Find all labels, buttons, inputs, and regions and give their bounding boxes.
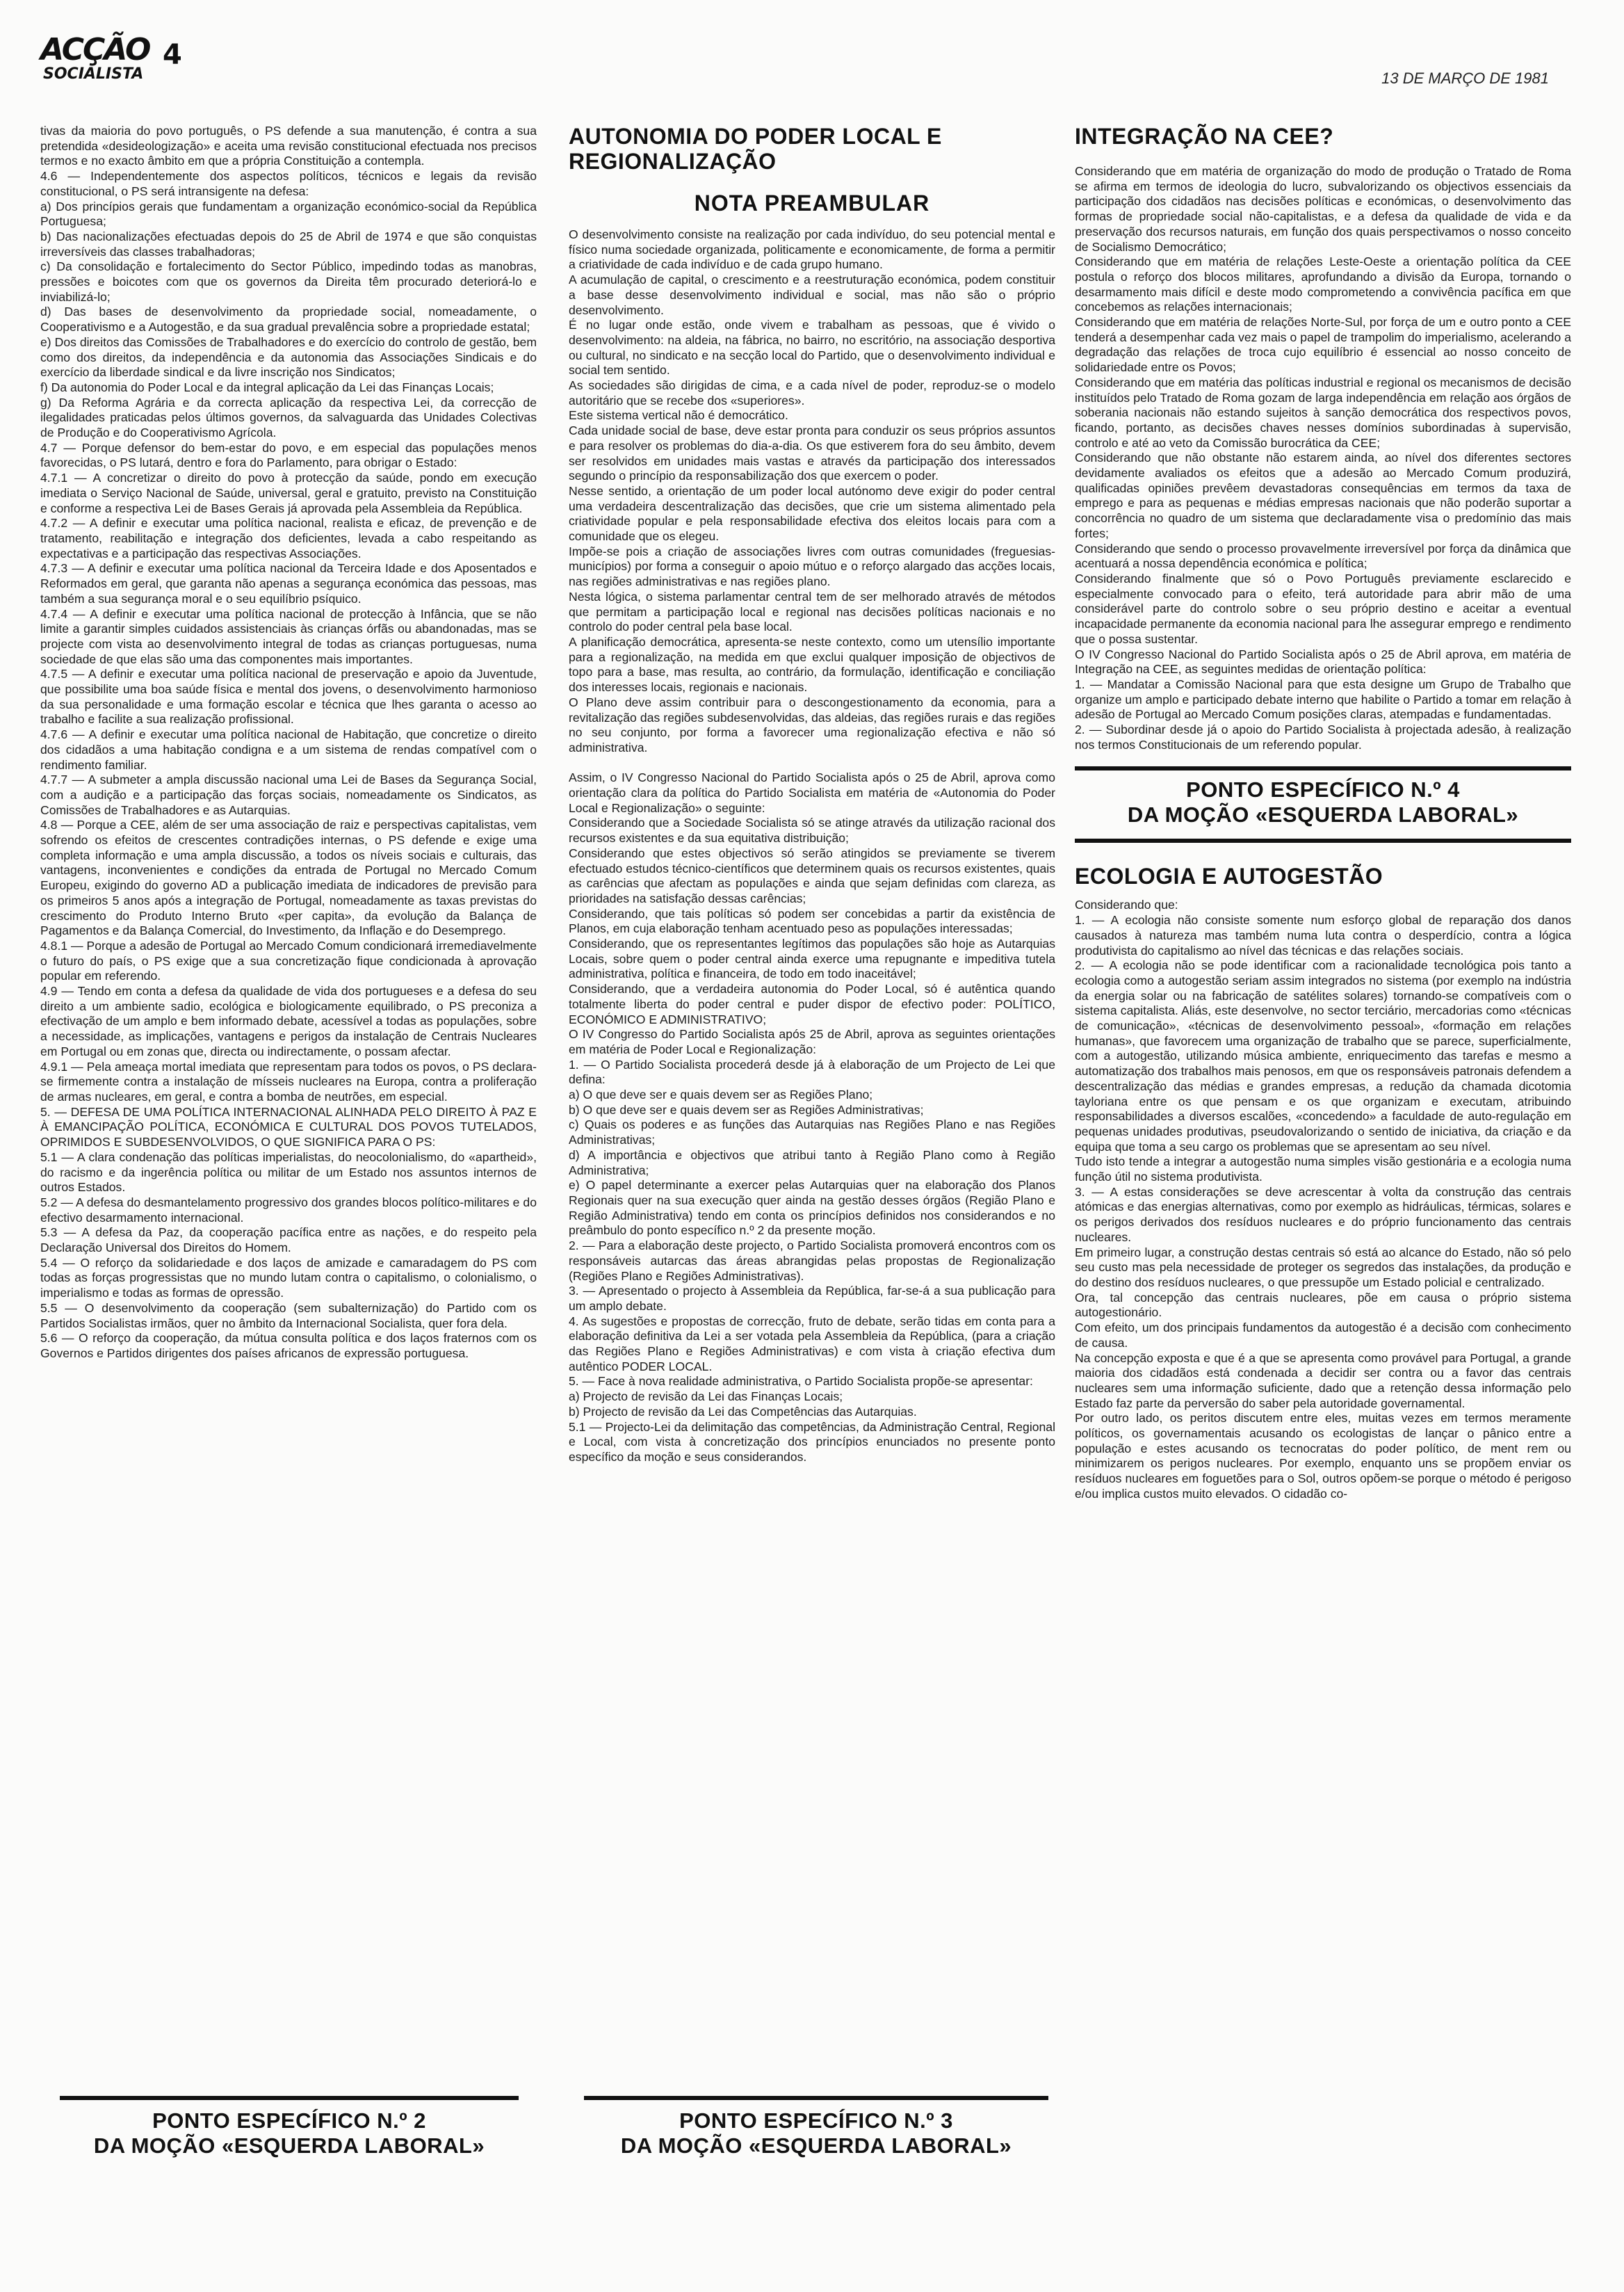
divider	[1075, 766, 1571, 770]
section-heading-line1: PONTO ESPECÍFICO N.º 2	[152, 2108, 426, 2133]
section-heading-line1: PONTO ESPECÍFICO N.º 4	[1186, 777, 1460, 802]
article-title-cee: INTEGRAÇÃO NA CEE?	[1075, 124, 1334, 149]
column-left	[40, 124, 537, 2113]
newspaper-logo-subtitle: SOCIALISTA	[43, 65, 144, 83]
column-left-text: tivas da maioria do povo português, o PS defende a sua manutenção, é contra a sua pretendida «desideologização» e aceita uma revisão constitucional efectuada nos precisos termos e no exacto âmbito em que a própria Constituição a contempla. 4.6 — Independentemente dos aspectos políticos, técnicos e legais da revisão constitucional, o PS será intransigente na defesa: a) Dos princípios gerais que fundamentam a organização económico-social da República Portuguesa; b) Das nacionalizações efectuadas depois do 25 de Abril de 1974 e que são conquistas irreversíveis das classes trabalhadoras; c) Da consolidação e fortalecimento do Sector Público, impedindo todas as manobras, pressões e boicotes com que os governos da Direita têm procurado deteriorá-lo e inviabilizá-lo; d) Das bases de desenvolvimento da propriedade social, nomeadamente, o Cooperativismo e a Autogestão, e da sua gradual prevalência sobre a propriedade estatal; e) Dos direitos das Comissões de Trabalhadores e do exercício do controlo de gestão, bem como dos direitos, da independência e da autonomia das Associações Sindicais e do exercício da liberdade sindical e da livre inscrição nos Sindicatos; f) Da autonomia do Poder Local e da integral aplicação da Lei das Finanças Locais; g) Da Reforma Agrária e da correcta aplicação da respectiva Lei, da correcção de ilegalidades praticadas pelos últimos governos, da salvaguarda das Unidades Colectivas de Produção e do Cooperativismo Agrícola. 4.7 — Porque defensor do bem-estar do povo, e em especial das populações menos favorecidas, o PS lutará, dentro e fora do Parlamento, para obrigar o Estado: 4.7.1 — A concretizar o direito do povo à protecção da saúde, pondo em execução imediata o Serviço Nacional de Saúde, universal, geral e gratuito, previsto na Constituição e conforme a respectiva Lei de Bases Gerais já aprovada pela Assembleia da República. 4.7.2 — A definir e executar uma política nacional, realista e eficaz, de prevenção e de tratamento, reabilitação e integração dos deficientes, levada a cabo respeitando as expectativas e a participação das respectivas Associações. 4.7.3 — A definir e executar uma política nacional da Terceira Idade e dos Aposentados e Reformados em geral, que garanta não apenas a segurança económica das pessoas, mas também a sua segurança moral e o seu equilíbrio psíquico. 4.7.4 — A definir e executar uma política nacional de protecção à Infância, que se não limite a garantir simples cuidados assistenciais às crianças órfãs ou abandonadas, mas se projecte com vista ao desenvolvimento integral de todas as crianças portuguesas, numa sociedade de que elas são uma das componentes mais importantes. 4.7.5 — A definir e executar uma política nacional de preservação e apoio da Juventude, que possibilite uma boa saúde física e mental dos jovens, o desenvolvimento harmonioso da sua personalidade e uma formação escolar e técnica que lhes garanta o acesso ao trabalho e facilite a sua realização profissional. 4.7.6 — A definir e executar uma política nacional de Habitação, que concretize o direito dos cidadãos a uma habitação condigna e a um sistema de rendas compatível com o rendimento familiar. 4.7.7 — A submeter a ampla discussão nacional uma Lei de Bases da Segurança Social, com a audição e a participação das forças sociais, nomeadamente os Sindicatos, as Comissões de Trabalhadores e as Autarquias. 4.8 — Porque a CEE, além de ser uma associação de raiz e perspectivas capitalistas, vem sofrendo os efeitos de crescentes contradições internas, o PS defende e exige uma completa informação e uma ampla discussão, a todos os níveis sociais e culturais, das vantagens, inconvenientes e condições da entrada de Portugal no Mercado Comum Europeu, exigindo do governo AD a publicação imediata de indicadores de previsão para os primeiros 5 anos após a integração de Portugal, nomeadamente as taxas previstas do crescimento do Produto Interno Bruto «per capita», da evolução da Balança de Pagamentos e da Balança Comercial, do Investimento, da Inflação e do Desemprego. 4.8.1 — Porque a adesão de Portugal ao Mercado Comum condicionará irremediavelmente o futuro do país, o PS exige que a sua concretização fique condicionada à aprovação popular em referendo. 4.9 — Tendo em conta a defesa da qualidade de vida dos portugueses e a defesa do seu direito a um ambiente sadio, ecológica e biologicamente equilibrado, o PS preconiza a efectivação de um amplo e bem informado debate, acessível a todas as populações, sobre a necessidade, as implicações, vantagens e perigos da instalação de Centrais Nucleares em Portugal ou em zonas que, directa ou indirectamente, o possam afectar. 4.9.1 — Pela ameaça mortal imediata que representam para todos os povos, o PS declara-se firmemente contra a instalação de mísseis nucleares na Europa, contra a proliferação de armas nucleares, em geral, e contra a bomba de neutrões, em especial. 5. — DEFESA DE UMA POLÍTICA INTERNACIONAL ALINHADA PELO DIREITO À PAZ E À EMANCIPAÇÃO POLÍTICA, ECONÓMICA E CULTURAL DOS POVOS TUTELADOS, OPRIMIDOS E SUBDESENVOLVIDOS, O QUE SIGNIFICA PARA O PS: 5.1 — A clara condenação das políticas imperialistas, do neocolonialismo, do «apartheid», do racismo e da ingerência política ou militar de um Estado nos assuntos internos de outros Estados. 5.2 — A defesa do desmantelamento progressivo dos grandes blocos político-militares e do efectivo desarmamento internacional. 5.3 — A defesa da Paz, da cooperação pacífica entre as nações, e do respeito pela Declaração Universal dos Direitos do Homem. 5.4 — O reforço da solidariedade e dos laços de amizade e camaradagem do PS com todas as forças progressistas que no mundo lutam contra o capitalismo, o colonialismo, o imperialismo e todas as formas de opressão. 5.5 — O desenvolvimento da cooperação (sem subalternização) do Partido com os Partidos Socialistas irmãos, quer no âmbito da Internacional Socialista, quer fora dela. 5.6 — O reforço da cooperação, da mútua consulta política e dos laços fraternos com os Governos e Partidos dirigentes dos países africanos de expressão portuguesa.	[40, 124, 537, 1360]
article-body-ecologia: Considerando que: 1. — A ecologia não consiste somente num esforço global de reparação dos danos causados à natureza mas também numa luta contra o desperdício, contra a lógica produtivista do capitalismo ao nível das técnicas e das relações sociais. 2. — A ecologia não se pode identificar com a racionalidade tecnológica pois tanto a ecologia como a autogestão seriam assim integrados no sistema (por exemplo na indústria da energia solar ou na fabricação de satélites solares) tornando-se compatíveis com o sistema capitalista. Aliás, este desenvolve, no sector terciário, mercadorias como «técnicas de comunicação», «técnicas de desenvolvimento pessoal», «formação em relações humanas», que favorecem uma organização de trabalho que se parece, superficialmente, com a autogestão, utilizando música ambiente, enriquecimento das tarefas e mesmo a automatização dos trabalhos mais penosos, em que os responsáveis patronais defendem a descentralização das médias e grandes empresas, a redução da chamada dicotomia tayloriana entre os que pensam e os que organizam e executam, atribuindo responsabilidades a diversos escalões, «concedendo» a faculdade de auto-regulação em pequenas unidades produtivas, pseudovalorizando o sentido de iniciativa, da criação e da equipa que toma a seu cargo os problemas que se apresentam ao seu nível. Tudo isto tende a integrar a autogestão numa simples visão gestionária e a ecologia numa função útil no sistema produtivista. 3. — A estas considerações se deve acrescentar à volta da construção das centrais atómicas e das energias alternativas, como por exemplo as hidráulicas, térmicas, solares e os perigos derivados dos resíduos nucleares e do próprio funcionamento das centrais nucleares. Em primeiro lugar, a construção destas centrais só está ao alcance do Estado, não só pelo seu custo mas pela necessidade de proteger os segredos das instalações, da produção e do destino dos resíduos nucleares, o que pressupõe um Estado policial e centralizado. Ora, tal concepção das centrais nucleares, põe em causa o próprio sistema autogestionário. Com efeito, um dos principais fundamentos da autogestão é a decisão com conhecimento de causa. Na concepção exposta e que é a que se apresenta como provável para Portugal, a grande maioria dos cidadãos está condenada a decidir ser contra ou a favor das centrais nucleares sem uma informação suficiente, dado que a retenção dessa informação pelo Estado faz parte da perversão do saber pela autoridade governamental. Por outro lado, os peritos discutem entre eles, muitas vezes em termos meramente políticos, os governamentais acusando os ecologistas de lançar o pânico entre a população e estes acusando os tecnocratas do poder político, de ment rem ou minimizarem os perigos nucleares. Por exemplo, enquanto uns se propõem enviar os resíduos nucleares em foguetões para o Sol, outros opõem-se porque o método é perigoso e/ou implica custos muito elevados. O cidadão co-	[1075, 898, 1571, 1501]
section-heading-line1: PONTO ESPECÍFICO N.º 3	[679, 2108, 953, 2133]
section-heading-line2: DA MOÇÃO «ESQUERDA LABORAL»	[620, 2133, 1012, 2158]
newspaper-logo: ACÇÃO	[40, 32, 150, 67]
column-right	[1075, 124, 1571, 2245]
article-body-poder-local: O desenvolvimento consiste na realização por cada indivíduo, do seu potencial mental e físico numa sociedade organizada, politicamente e economicamente, de forma a permitir a criatividade de cada indivíduo e de cada grupo humano. A acumulação de capital, o crescimento e a reestruturação económica, podem constituir a base desse desenvolvimento individual e social, mas não são o próprio desenvolvimento. É no lugar onde estão, onde vivem e trabalham as pessoas, que é vivido o desenvolvimento: na aldeia, na fábrica, no bairro, no escritório, na associação desportiva ou cultural, no sindicato e na secção local do Partido, que o desenvolvimento individual e social tem sentido. As sociedades são dirigidas de cima, e a cada nível de poder, reproduz-se o modelo autoritário que se recebe dos «superiores». Este sistema vertical não é democrático. Cada unidade social de base, deve estar pronta para conduzir os seus próprios assuntos e para resolver os problemas do dia-a-dia. Os que estiverem fora do seu âmbito, devem ser resolvidos em unidades mais vastas e através da participação dos interessados segundo o princípio da responsabilização dos que exercem o poder. Nesse sentido, a orientação de um poder local autónomo deve exigir do poder central uma verdadeira descentralização das decisões, que crie um sistema alimentado pela criatividade popular e pela responsabilidade efectiva dos eleitos locais para com a comunidade que os elegeu. Impõe-se pois a criação de associações livres com outras comunidades (freguesias-municípios) por forma a conseguir o apoio mútuo e o reforço alargado das acções locais, nas regiões administrativas e nas regiões plano. Nesta lógica, o sistema parlamentar central tem de ser melhorado através de métodos que permitam a participação local e regional nas decisões políticas nacionais e no controlo do poder central pela base local. A planificação democrática, apresenta-se neste contexto, como um utensílio importante para a regionalização, na medida em que exclui qualquer imposição de objectivos de topo para a base, mas resulta, ao contrário, da formulação, identificação e conciliação dos interesses locais, regionais e nacionais. O Plano deve assim contribuir para o descongestionamento da economia, para a revitalização das regiões subdesenvolvidas, das aldeias, das regiões rurais e das regiões no seu conjunto, por forma a favorecer uma regionalização efectiva e não só administrativa. Assim, o IV Congresso Nacional do Partido Socialista após o 25 de Abril, aprova como orientação clara da política do Partido Socialista em matéria de «Autonomia do Poder Local e Regionalização» o seguinte: Considerando que a Sociedade Socialista só se atinge através da utilização racional dos recursos existentes e da sua equitativa distribuição; Considerando que estes objectivos só serão atingidos se previamente se tiverem efectuado estudos técnico-científicos que determinem quais os recursos existentes, quais as carências que afectam as populações e ainda que sejam definidas com clareza, as prioridades na satisfação dessas carências; Considerando, que tais políticas só podem ser concebidas a partir da existência de Planos, em cuja elaboração tenham acentuado peso as populações interessadas; Considerando, que os representantes legítimos das populações são hoje as Autarquias Locais, sobre quem o poder central ainda exerce uma repugnante e impeditiva tutela administrativa, política e financeira, de todo em todo inaceitável; Considerando, que a verdadeira autonomia do Poder Local, só é autêntica quando totalmente liberta do poder central e puder dispor de efectivo poder: POLÍTICO, ECONÓMICO E ADMINISTRATIVO; O IV Congresso do Partido Socialista após 25 de Abril, aprova as seguintes orientações em matéria de Poder Local e Regionalização: 1. — O Partido Socialista procederá desde já à elaboração de um Projecto de Lei que defina: a) O que deve ser e quais devem ser as Regiões Plano; b) O que deve ser e quais devem ser as Regiões Administrativas; c) Quais os poderes e as funções das Autarquias nas Regiões Plano e nas Regiões Administrativas; d) A importância e objectivos que atribui tanto à Região Plano como à Região Administrativa; e) O papel determinante a exercer pelas Autarquias quer na elaboração dos Planos Regionais quer na sua execução quer ainda na gestão desses órgãos (Região Plano e Região Administrativa) tendo em conta os princípios definidos nos considerandos e no preâmbulo do ponto específico n.º 2 da presente moção. 2. — Para a elaboração deste projecto, o Partido Socialista promoverá encontros com os responsáveis autarcas das áreas abrangidas pelas propostas de Regionalização (Regiões Plano e Regiões Administrativas). 3. — Apresentado o projecto à Assembleia da República, far-se-á a sua publicação para um amplo debate. 4. As sugestões e propostas de correcção, fruto de debate, serão tidas em conta para a elaboração definitiva da Lei a ser votada pela Assembleia da República, (para a criação das Regiões Plano e Regiões Administrativas) e com vista à criação efectiva dum autêntico PODER LOCAL. 5. — Face à nova realidade administrativa, o Partido Socialista propõe-se apresentar: a) Projecto de revisão da Lei das Finanças Locais; b) Projecto de revisão da Lei das Competências das Autarquias. 5.1 — Projecto-Lei da delimitação das competências, da Administração Central, Regional e Local, com vista à concretização dos princípios enunciados no presente ponto específico da moção e seus considerandos.	[569, 227, 1055, 1464]
article-title-ecologia: ECOLOGIA E AUTOGESTÃO	[1075, 864, 1383, 889]
section-box-ponto-2	[60, 2096, 519, 2158]
issue-date: 13 DE MARÇO DE 1981	[1381, 70, 1549, 87]
section-heading-line2: DA MOÇÃO «ESQUERDA LABORAL»	[93, 2133, 485, 2158]
section-box-ponto-4	[1075, 766, 1571, 843]
page-number: 4	[163, 39, 182, 71]
divider	[1075, 839, 1571, 843]
column-middle	[569, 124, 1055, 2113]
masthead	[40, 32, 200, 106]
article-title-poder-local: AUTONOMIA DO PODER LOCAL E REGIONALIZAÇÃO	[569, 124, 942, 174]
section-heading-line2: DA MOÇÃO «ESQUERDA LABORAL»	[1127, 802, 1519, 828]
article-body-cee: Considerando que em matéria de organização do modo de produção o Tratado de Roma se afirma em termos de ideologia do lucro, subvalorizando os objectivos essenciais da participação dos cidadãos nas decisões políticas e económicas, o desenvolvimento das formas de propriedade social não-capitalistas, e a defesa da qualidade de vida e da preservação dos recursos naturais, em função dos quais perspectivamos o nosso conceito de Socialismo Democrático; Considerando que em matéria de relações Leste-Oeste a orientação política da CEE postula o reforço dos blocos militares, aprofundando a divisão da Europa, tornando o desarmamento mais difícil e deste modo comprometendo a convivência pacífica em que concebemos as relações internacionais; Considerando que em matéria de relações Norte-Sul, por força de um e outro ponto a CEE tenderá a desempenhar cada vez mais o papel de trampolim do imperialismo, acelerando a degradação das relações de troca cujo equilíbrio é essencial ao nosso conceito de solidariedade entre os Povos; Considerando que em matéria das políticas industrial e regional os mecanismos de decisão instituídos pelo Tratado de Roma gozam de larga independência em relação aos órgãos de soberania nacionais não estando sujeitos à sanção democrática dos respectivos povos, ficando, portanto, as decisões chaves nesses domínios subordinadas à supervisão, controlo e até ao veto da Comissão burocrática da CEE; Considerando que não obstante não estarem ainda, ao nível dos diferentes sectores devidamente avaliados os efeitos que a adesão ao Mercado Comum produzirá, qualificadas opiniões prevêem devastadoras consequências em termos da taxa de emprego e para as pequenas e médias empresas nacionais que não poderão suportar a concorrência no quadro de um sistema que declaradamente visa o predomínio das mais fortes; Considerando que sendo o processo provavelmente irreversível por força da dinâmica que acentuará a nossa dependência económica e política; Considerando finalmente que só o Povo Português previamente esclarecido e especialmente convocado para o efeito, terá autoridade para abrir mão de uma considerável parte do controlo sobre o seu próprio destino e aceitar a eventual incapacidade permanente da economia nacional para lhe assegurar emprego e rendimento que o possa sustentar. O IV Congresso Nacional do Partido Socialista após o 25 de Abril aprova, em matéria de Integração na CEE, as seguintes medidas de orientação política: 1. — Mandatar a Comissão Nacional para que esta designe um Grupo de Trabalho que organize um amplo e participado debate interno que habilite o Partido a tomar em relação à adesão de Portugal ao Mercado Comum posições claras, atempadas e fundamentadas. 2. — Subordinar desde já o apoio do Partido Socialista à projectada adesão, à realização nos termos Constitucionais de um referendo popular.	[1075, 164, 1571, 752]
article-subtitle-nota-preambular: NOTA PREAMBULAR	[694, 191, 930, 216]
section-box-ponto-3	[584, 2096, 1048, 2158]
